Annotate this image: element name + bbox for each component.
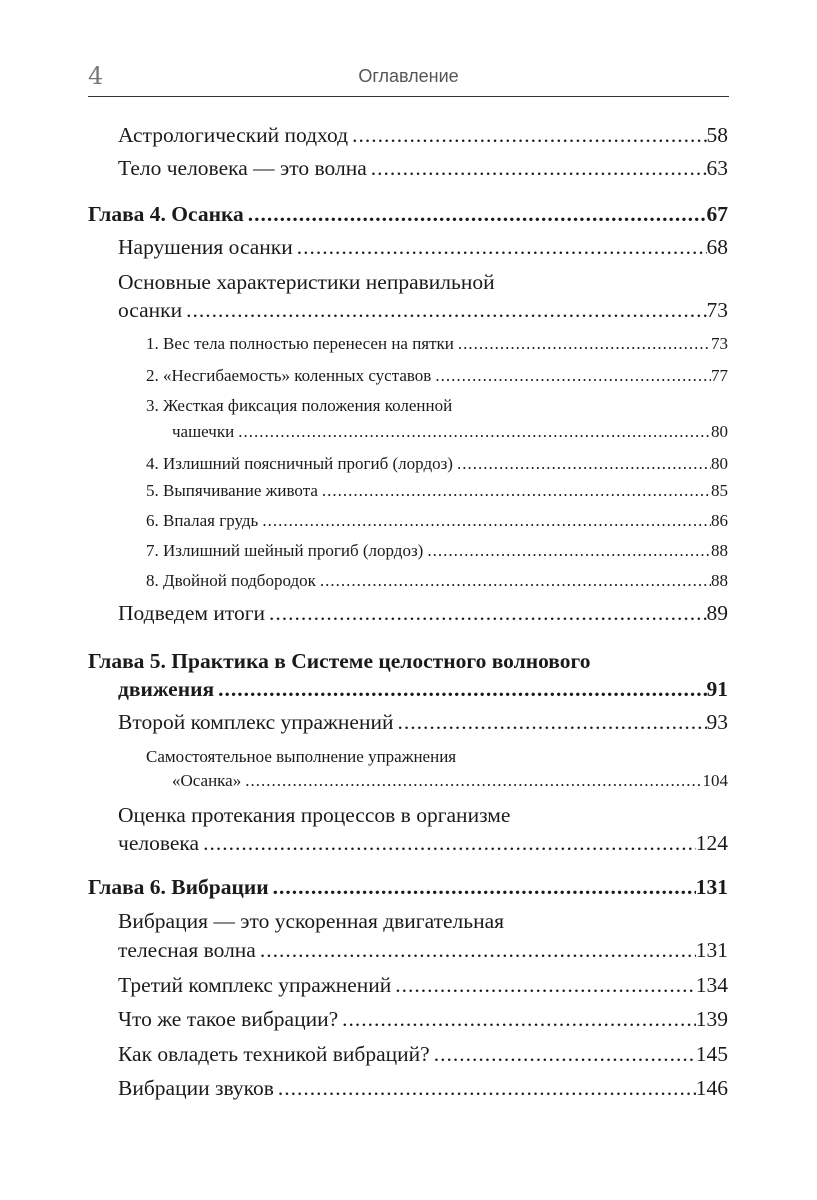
toc-entry-page: 139 (695, 1007, 728, 1031)
toc-entry-title: чашечки (172, 422, 235, 441)
toc-entry-page: 131 (695, 875, 728, 899)
toc-entry (118, 970, 728, 1000)
toc-entry-title: Глава 6. Вибрации (88, 875, 269, 899)
dot-leader (318, 476, 711, 506)
dot-leader (199, 828, 696, 858)
toc-entry-title: 6. Впалая грудь (146, 511, 259, 530)
toc-entry-continuation (118, 674, 728, 704)
toc-entry-continuation (118, 935, 728, 965)
running-title: Оглавление (358, 66, 459, 86)
toc-entry-page: 91 (706, 677, 728, 701)
dot-leader (234, 417, 711, 447)
toc-entry (88, 646, 728, 676)
toc-entry-page: 73 (711, 334, 728, 353)
dot-leader (431, 361, 711, 391)
toc-entry (146, 566, 728, 596)
toc-entry-page: 73 (706, 298, 728, 322)
dot-leader (338, 1004, 696, 1034)
dot-leader (430, 1039, 696, 1069)
toc-entry-title: 5. Выпячивание живота (146, 481, 318, 500)
toc-entry (118, 1073, 728, 1103)
toc-entry-title: Основные характеристики неправильной (118, 270, 495, 294)
toc-entry (118, 267, 728, 297)
toc-entry-page: 86 (711, 511, 728, 530)
toc-entry (118, 598, 728, 628)
toc-entry (118, 707, 728, 737)
toc-entry-page: 88 (711, 541, 728, 560)
toc-entry-title: Оценка протекания процессов в организме (118, 803, 511, 827)
toc-entry-title: Как овладеть техникой вибраций? (118, 1042, 430, 1066)
dot-leader (391, 970, 695, 1000)
dot-leader (182, 295, 706, 325)
toc-entry-title: Тело человека — это волна (118, 156, 367, 180)
toc-entry-title: Второй комплекс упражнений (118, 710, 394, 734)
dot-leader (423, 536, 711, 566)
toc-entry-title: 7. Излишний шейный прогиб (лордоз) (146, 541, 424, 560)
toc-entry-title: Самостоятельное выполнение упражнения (146, 747, 457, 766)
toc-entry-title: Нарушения осанки (118, 235, 293, 259)
toc-entry-title: Что же такое вибрации? (118, 1007, 339, 1031)
toc-entry-page: 145 (695, 1042, 728, 1066)
toc-entry-continuation (172, 417, 728, 447)
toc-entry-page: 67 (706, 202, 728, 226)
toc-entry (146, 506, 728, 536)
dot-leader (214, 674, 706, 704)
toc-entry (118, 232, 728, 262)
toc-entry-page: 88 (711, 571, 728, 590)
toc-entry-continuation (118, 295, 728, 325)
toc-entry-page: 68 (706, 235, 728, 259)
toc-entry-title: Астрологический подход (118, 123, 349, 147)
toc-entry (118, 153, 728, 183)
toc-entry-page: 104 (702, 771, 728, 790)
toc-entry-title: Вибрация — это ускоренная двигательная (118, 909, 505, 933)
toc-entry-continuation (172, 766, 728, 796)
toc-entry-title: 8. Двойной подбородок (146, 571, 316, 590)
dot-leader (241, 766, 702, 796)
toc-entry-title: 1. Вес тела полностью перенесен на пятки (146, 334, 454, 353)
toc-entry-page: 85 (711, 481, 728, 500)
toc-entry-page: 93 (706, 710, 728, 734)
dot-leader (274, 1073, 696, 1103)
toc-entry (118, 1039, 728, 1069)
dot-leader (367, 153, 707, 183)
toc-entry-title: телесная волна (118, 938, 256, 962)
toc-entry-page: 146 (695, 1076, 728, 1100)
toc-entry-title: 2. «Несгибаемость» коленных суставов (146, 366, 432, 385)
toc-entry-page: 134 (695, 973, 728, 997)
dot-leader (258, 506, 711, 536)
toc-entry (118, 906, 728, 936)
header-rule (88, 96, 729, 97)
dot-leader (269, 872, 696, 902)
dot-leader (316, 566, 711, 596)
toc-entry-page: 124 (695, 831, 728, 855)
toc-entry-title: «Осанка» (172, 771, 242, 790)
toc-entry-title: Глава 4. Осанка (88, 202, 244, 226)
dot-leader (293, 232, 707, 262)
toc-entry (88, 199, 728, 229)
dot-leader (454, 329, 711, 359)
toc-entry-page: 80 (711, 454, 728, 473)
dot-leader (244, 199, 707, 229)
toc-entry-title: 4. Излишний поясничный прогиб (лордоз) (146, 454, 453, 473)
toc-entry-page: 131 (695, 938, 728, 962)
toc-entry-title: движения (118, 677, 215, 701)
toc-entry-page: 80 (711, 422, 728, 441)
dot-leader (265, 598, 706, 628)
toc-entry-title: Третий комплекс упражнений (118, 973, 392, 997)
toc-entry-title: Вибрации звуков (118, 1076, 274, 1100)
toc-entry (118, 1004, 728, 1034)
toc-entry-title: Глава 5. Практика в Системе целостного волнового (88, 649, 591, 673)
dot-leader (348, 120, 706, 150)
toc-entry-page: 77 (711, 366, 728, 385)
page-number: 4 (88, 62, 104, 90)
toc-entry-page: 58 (706, 123, 728, 147)
toc-entry (146, 476, 728, 506)
toc-entry (88, 872, 728, 902)
toc-entry-page: 89 (706, 601, 728, 625)
toc-entry-continuation (118, 828, 728, 858)
toc-entry-page: 63 (706, 156, 728, 180)
toc-entry (118, 800, 728, 830)
toc-entry-title: 3. Жесткая фиксация положения коленной (146, 396, 453, 415)
dot-leader (453, 449, 711, 479)
toc-entry-title: человека (118, 831, 200, 855)
toc-entry (146, 361, 728, 391)
dot-leader (256, 935, 696, 965)
toc-entry-title: осанки (118, 298, 183, 322)
toc-entry-title: Подведем итоги (118, 601, 266, 625)
toc-entry (146, 536, 728, 566)
toc-entry (146, 329, 728, 359)
dot-leader (393, 707, 706, 737)
toc-entry (146, 449, 728, 479)
toc-entry (118, 120, 728, 150)
